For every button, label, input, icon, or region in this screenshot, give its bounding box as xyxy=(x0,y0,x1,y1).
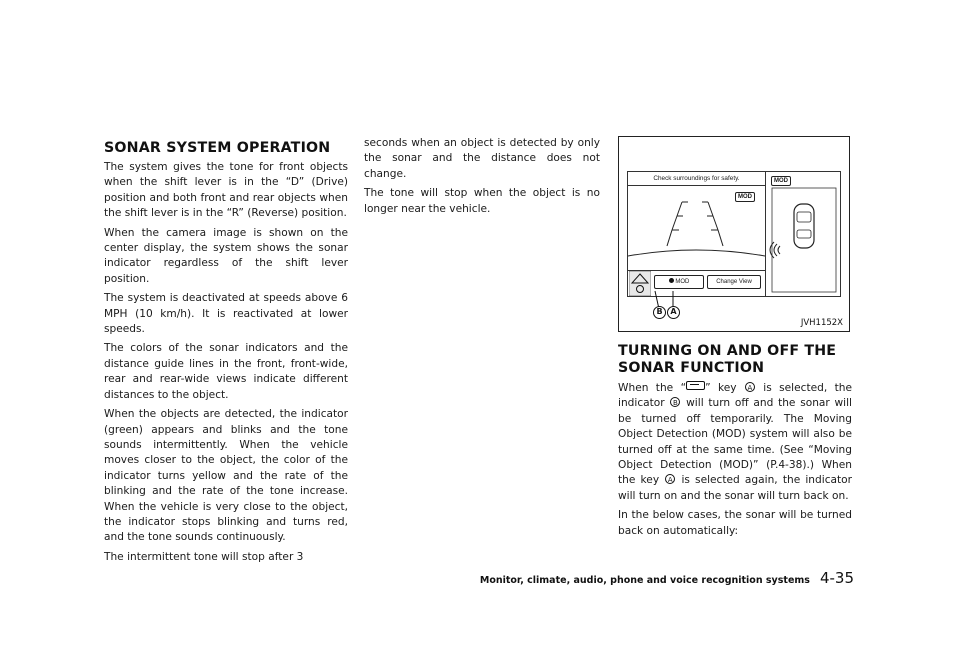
paragraph: When the “ ” key A is selected, the indicator B will turn off and the sonar will be turned off temporarily. The Moving Object Detection (MOD) system will also be turned off at the same time. (See “Moving Object Detection (MOD)” (P.4-38).) When the key A is selected again, the indicator will turn on and the sonar will turn back on. xyxy=(618,382,852,502)
page-number: 4-35 xyxy=(819,569,854,587)
paragraph: The system is deactivated at speeds above 6 MPH (10 km/h). It is reactivated at lower speeds. xyxy=(104,292,348,336)
safety-banner: Check surroundings for safety. xyxy=(628,172,765,186)
section-heading-sonar-operation: SONAR SYSTEM OPERATION xyxy=(104,140,331,156)
right-column xyxy=(618,343,852,543)
sonar-indicator-icon xyxy=(669,278,674,283)
paragraph: When the camera image is shown on the center display, the system shows the sonar indicator regardless of the shift lever position. xyxy=(104,226,348,285)
callout-b-ref: B xyxy=(670,397,680,407)
view-divider xyxy=(765,172,766,296)
warning-icon xyxy=(629,271,651,296)
mod-key-icon xyxy=(686,381,705,390)
display-screen xyxy=(627,171,841,297)
monitor-figure xyxy=(618,136,850,332)
paragraph: seconds when an object is detected by only the sonar and the distance does not change. xyxy=(364,137,600,180)
paragraph: When the objects are detected, the indicator (green) appears and blinks and the tone sounds intermittently. When the vehicle moves closer to the object, the color of the indicator turns yellow and the rate of the blinking and the rate of the tone increase. When the vehicle is very close to the object, the indicator stops blinking and turns red, and the tone sounds continuously. xyxy=(104,408,348,544)
paragraph: The intermittent tone will stop after 3 xyxy=(104,550,304,563)
vehicle-top-view-icon xyxy=(768,186,840,294)
section-heading-sonar-on-off: TURNING ON AND OFF THE SONAR FUNCTION xyxy=(618,343,837,376)
paragraph: The colors of the sonar indicators and the distance guide lines in the front, front-wide, rear and rear-wide views indicate different distances to the object. xyxy=(104,342,348,401)
mod-label: MOD xyxy=(735,192,755,202)
paragraph: In the below cases, the sonar will be turned back on automatically: xyxy=(618,509,852,537)
middle-column xyxy=(364,136,600,221)
bottom-bar xyxy=(628,270,765,297)
callout-a: A xyxy=(667,306,680,319)
callout-a-ref: A xyxy=(665,474,675,484)
paragraph: The system gives the tone for front objects when the shift lever is in the “D” (Drive) position and both front and rear objects when the shift lever is in the “R” (Reverse) position. xyxy=(104,161,348,220)
mod-indicator: MOD xyxy=(771,176,791,186)
figure-code: JVH1152X xyxy=(800,318,843,328)
change-view-button[interactable]: Change View xyxy=(707,275,761,289)
chapter-title: Monitor, climate, audio, phone and voice recognition systems xyxy=(479,575,810,586)
sonar-key-label: MOD xyxy=(675,279,690,285)
left-column xyxy=(104,140,348,569)
page-footer xyxy=(458,569,854,587)
callout-a-ref: A xyxy=(745,382,755,392)
callout-b: B xyxy=(653,306,666,319)
paragraph: The tone will stop when the object is no longer near the vehicle. xyxy=(364,187,600,215)
guide-lines-icon xyxy=(628,186,765,270)
